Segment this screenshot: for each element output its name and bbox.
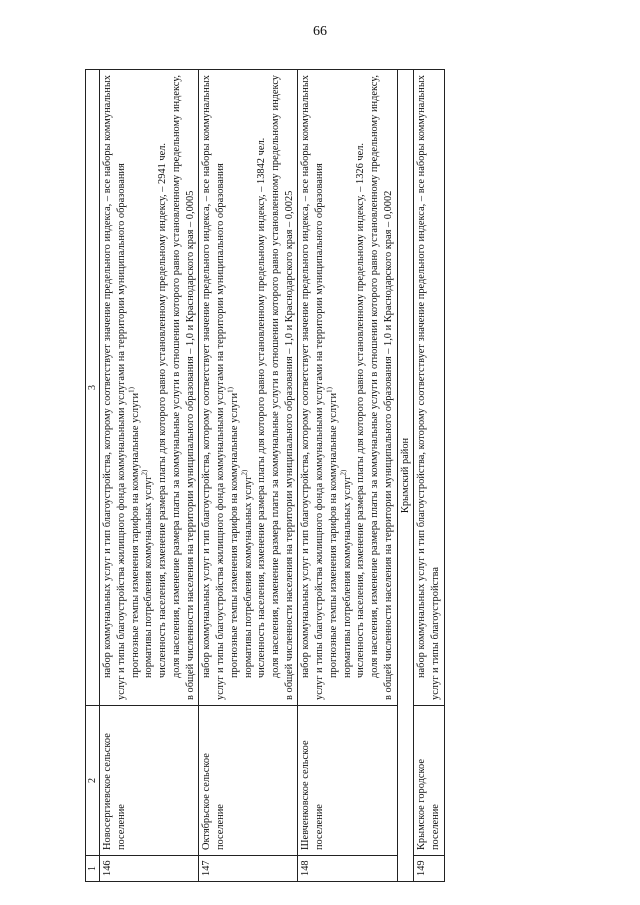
paragraph: доля населения, изменение размера платы за коммунальные услуги в отношении которого равно установленному предельному индексу, в общей численности населения на территории муниципального образования – 1,0 и Краснодарского края – 0,0005	[170, 75, 196, 700]
region-row	[397, 70, 414, 882]
row-description	[199, 70, 298, 706]
footnote-mark: 2)	[240, 469, 249, 476]
paragraph: численность населения, изменение размера платы для которого равно установленному предельному индексу, – 1326 чел.	[355, 142, 367, 678]
footnote-mark: 2)	[339, 469, 348, 476]
row-number: 149	[414, 856, 444, 882]
row-description	[414, 70, 444, 706]
text: нормативы потребления коммунальных услуг	[242, 475, 254, 678]
settlement-name: Октябрьское сельское поселение	[199, 706, 298, 856]
table-row	[298, 70, 397, 882]
row-number: 146	[100, 856, 199, 882]
paragraph: доля населения, изменение размера платы за коммунальные услуги в отношении которого равно установленному предельному индексу в общей численности населения на территории муниципального образования – 1,0 и Краснодарского края – 0,0025	[270, 75, 295, 700]
row-number: 147	[199, 856, 298, 882]
text: прогнозные темпы изменения тарифов на коммунальные услуги	[129, 392, 141, 678]
paragraph: численность населения, изменение размера платы для которого равно установленному предельному индексу, – 2941 чел.	[157, 142, 169, 678]
region-name: Крымский район	[397, 70, 414, 882]
col-header-1: 1	[86, 856, 100, 882]
paragraph: набор коммунальных услуг и тип благоустройства, которому соответствует значение предельного индекса, – все наборы коммунальных услуг и типы благоустройства жилищного фонда коммунальными услугами на территории муниципального образования	[201, 75, 227, 700]
rotated-table-container	[85, 70, 583, 882]
row-number: 148	[298, 856, 397, 882]
header-row	[86, 70, 100, 882]
tariff-table	[85, 69, 445, 882]
text: прогнозные темпы изменения тарифов на коммунальные услуги	[228, 392, 240, 678]
row-description	[100, 70, 199, 706]
paragraph	[129, 75, 143, 700]
paragraph	[327, 75, 341, 700]
text: нормативы потребления коммунальных услуг	[341, 475, 353, 678]
paragraph: набор коммунальных услуг и тип благоустройства, которому соответствует значение предельного индекса, – все наборы коммунальных услуг и типы благоустройства жилищного фонда коммунальными услугами на территории муниципального образования	[300, 75, 326, 700]
paragraph: доля населения, изменение размера платы за коммунальные услуги в отношении которого равно установленному предельному индексу, в общей численности населения на территории муниципального образования – 1,0 и Краснодарского края – 0,0002	[369, 75, 394, 700]
paragraph	[142, 75, 156, 700]
settlement-name: Шевченковское сельское поселение	[298, 706, 397, 856]
table-row	[199, 70, 298, 882]
paragraph: набор коммунальных услуг и тип благоустройства, которому соответствует значение предельного индекса, – все наборы коммунальных услуг и типы благоустройства	[416, 75, 442, 700]
paragraph	[228, 75, 242, 700]
footnote-mark: 1)	[325, 387, 334, 393]
row-description	[298, 70, 397, 706]
text: нормативы потребления коммунальных услуг	[143, 475, 155, 678]
text: прогнозные темпы изменения тарифов на коммунальные услуги	[327, 392, 339, 678]
settlement-name: Крымское городское поселение	[414, 706, 444, 856]
paragraph	[341, 75, 355, 700]
col-header-2: 2	[86, 706, 100, 856]
table-row	[100, 70, 199, 882]
col-header-3: 3	[86, 70, 100, 706]
footnote-mark: 2)	[140, 469, 149, 476]
table-row	[414, 70, 444, 882]
settlement-name: Новосергиевское сельское поселение	[100, 706, 199, 856]
paragraph	[242, 75, 256, 700]
page-number: 66	[313, 24, 327, 39]
paragraph: набор коммунальных услуг и тип благоустройства, которому соответствует значение предельного индекса, – все наборы коммунальных услуг и типы благоустройства жилищного фонда коммунальными услугами на территории муниципального образования	[102, 75, 127, 700]
footnote-mark: 1)	[226, 387, 235, 393]
footnote-mark: 1)	[127, 387, 136, 393]
paragraph: численность населения, изменение размера платы для которого равно установленному предельному индексу, – 13842 чел.	[256, 137, 268, 678]
